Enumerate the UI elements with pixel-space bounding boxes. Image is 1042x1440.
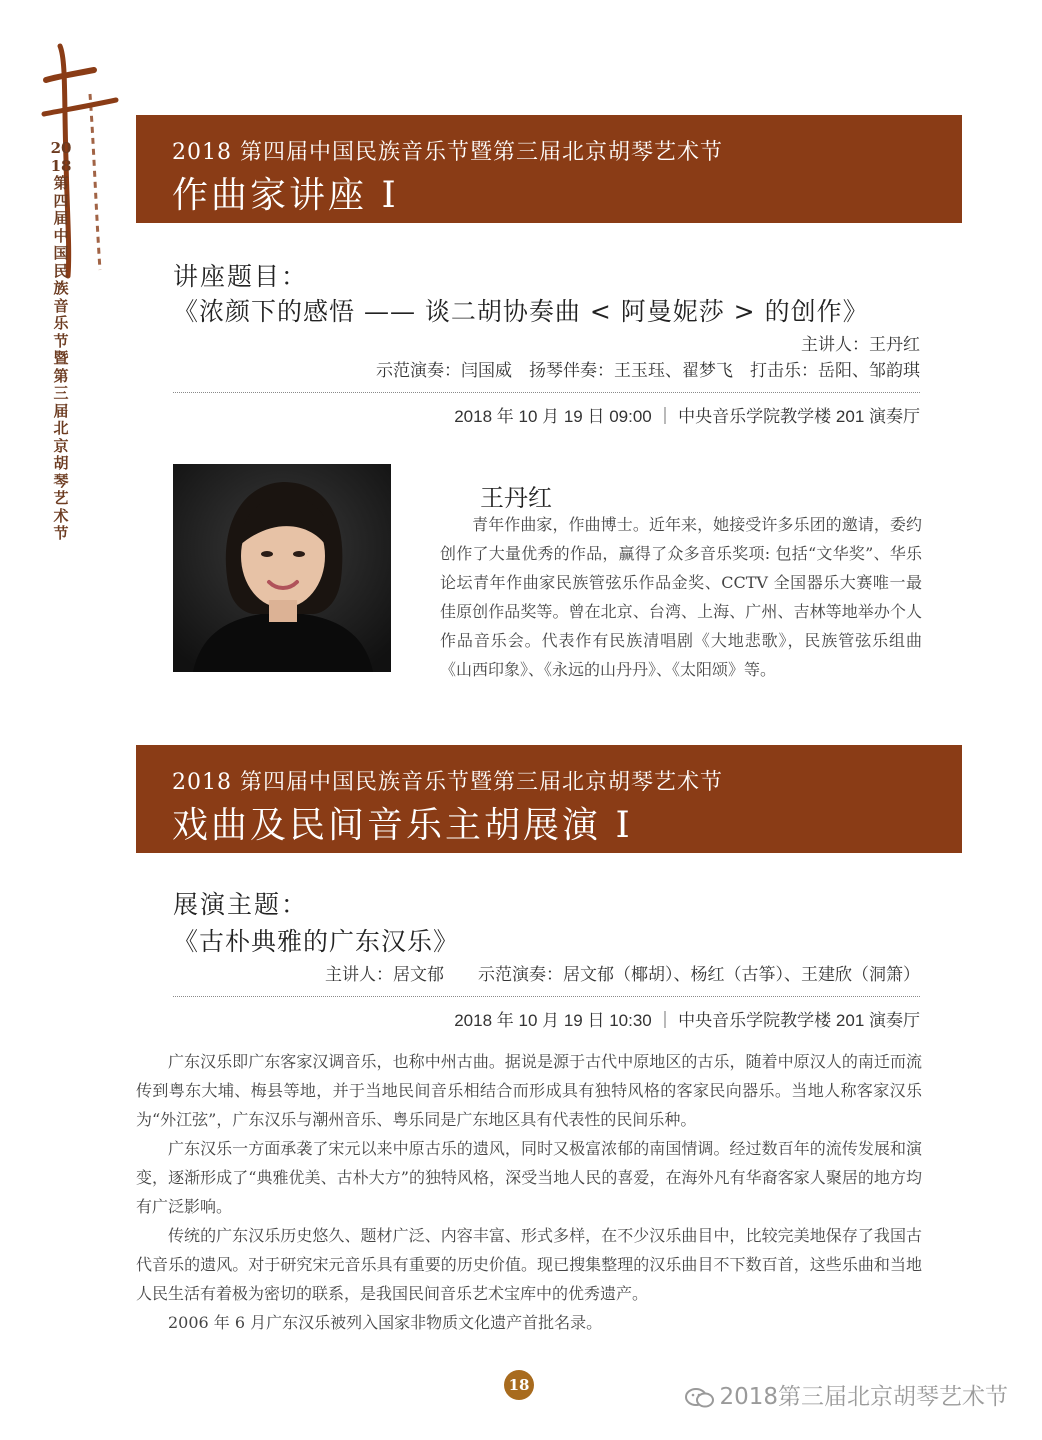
divider [173,996,920,997]
topic-title: 《浓颜下的感悟 —— 谈二胡协奏曲 < 阿曼妮莎 > 的创作》 [173,297,869,326]
speaker-line: 主讲人：王丹红 [801,335,920,355]
event-datetime-venue: 2018 年 10 月 19 日 09:00 ｜ 中央音乐学院教学楼 201 演奏厅 [454,407,920,426]
theme-label: 展演主题： [173,890,309,919]
paragraph: 传统的广东汉乐历史悠久、题材广泛、内容丰富、形式多样，在不少汉乐曲目中，比较完美地保存了我国古代音乐的遗风。对于研究宋元音乐具有重要的历史价值。现已搜集整理的汉乐曲目不下数百首，这些乐曲和当地人民生活有着极为密切的联系，是我国民间音乐艺术宝库中的优秀遗产。 [136,1226,922,1303]
paragraph: 2006 年 6 月广东汉乐被列入国家非物质文化遗产首批名录。 [168,1313,603,1332]
theme-title: 《古朴典雅的广东汉乐》 [173,927,460,956]
bio-text: 青年作曲家，作曲博士。近年来，她接受许多乐团的邀请，委约创作了大量优秀的作品，赢得了众多音乐奖项: 包括“文华奖”、华乐论坛青年作曲家民族管弦乐作品金奖、CCTV 全国器乐大赛唯一最佳原创作品奖等。曾在北京、台湾、上海、广州、吉林等地举办个人作品音乐会。代表作有民族清唱剧《大地悲歌》，民族管弦乐组曲《山西印象》、《永远的山丹丹》、《太阳颂》等。 [440,515,922,679]
banner-subtitle: 2018 第四届中国民族音乐节暨第三届北京胡琴艺术节 [172,140,723,165]
paragraph: 广东汉乐即广东客家汉调音乐，也称中州古曲。据说是源于古代中原地区的古乐，随着中原汉人的南迁而流传到粤东大埔、梅县等地，并于当地民间音乐相结合而形成具有独特风格的客家民向器乐。当地人称客家汉乐为“外江弦”，广东汉乐与潮州音乐、粤乐同是广东地区具有代表性的民间乐种。 [136,1052,922,1129]
lecture-banner [136,115,962,223]
vertical-side-title: 2018第四届中国民族音乐节暨第三届北京胡琴艺术节 [50,139,72,542]
topic-label: 讲座题目： [173,262,309,291]
performers-line: 示范演奏：闫国威 扬琴伴奏：王玉珏、翟梦飞 打击乐：岳阳、邹韵琪 [376,361,920,381]
watermark-text: 2018第三届北京胡琴艺术节 [719,1384,1008,1410]
watermark [685,1378,1008,1411]
performance-banner [136,745,962,853]
paragraph: 广东汉乐一方面承袭了宋元以来中原古乐的遗风，同时又极富浓郁的南国情调。经过数百年的流传发展和演变，逐渐形成了“典雅优美、古朴大方”的独特风格，深受当地人民的喜爱，在海外凡有华裔客家人聚居的地方均有广泛影响。 [136,1139,922,1216]
credits-line: 主讲人：居文郁 示范演奏：居文郁（椰胡）、杨红（古筝）、王建欣（洞箫） [325,965,920,985]
event-datetime-venue: 2018 年 10 月 19 日 10:30 ｜ 中央音乐学院教学楼 201 演奏厅 [454,1011,920,1030]
page-number: 18 [504,1370,534,1400]
banner-title: 戏曲及民间音乐主胡展演 I [172,805,633,846]
banner-subtitle: 2018 第四届中国民族音乐节暨第三届北京胡琴艺术节 [172,770,723,795]
divider [173,392,920,393]
description-text [136,1047,922,1337]
banner-title: 作曲家讲座 I [172,175,399,216]
bio-name: 王丹红 [480,484,552,512]
wechat-icon [685,1387,715,1409]
portrait-photo [173,464,391,672]
